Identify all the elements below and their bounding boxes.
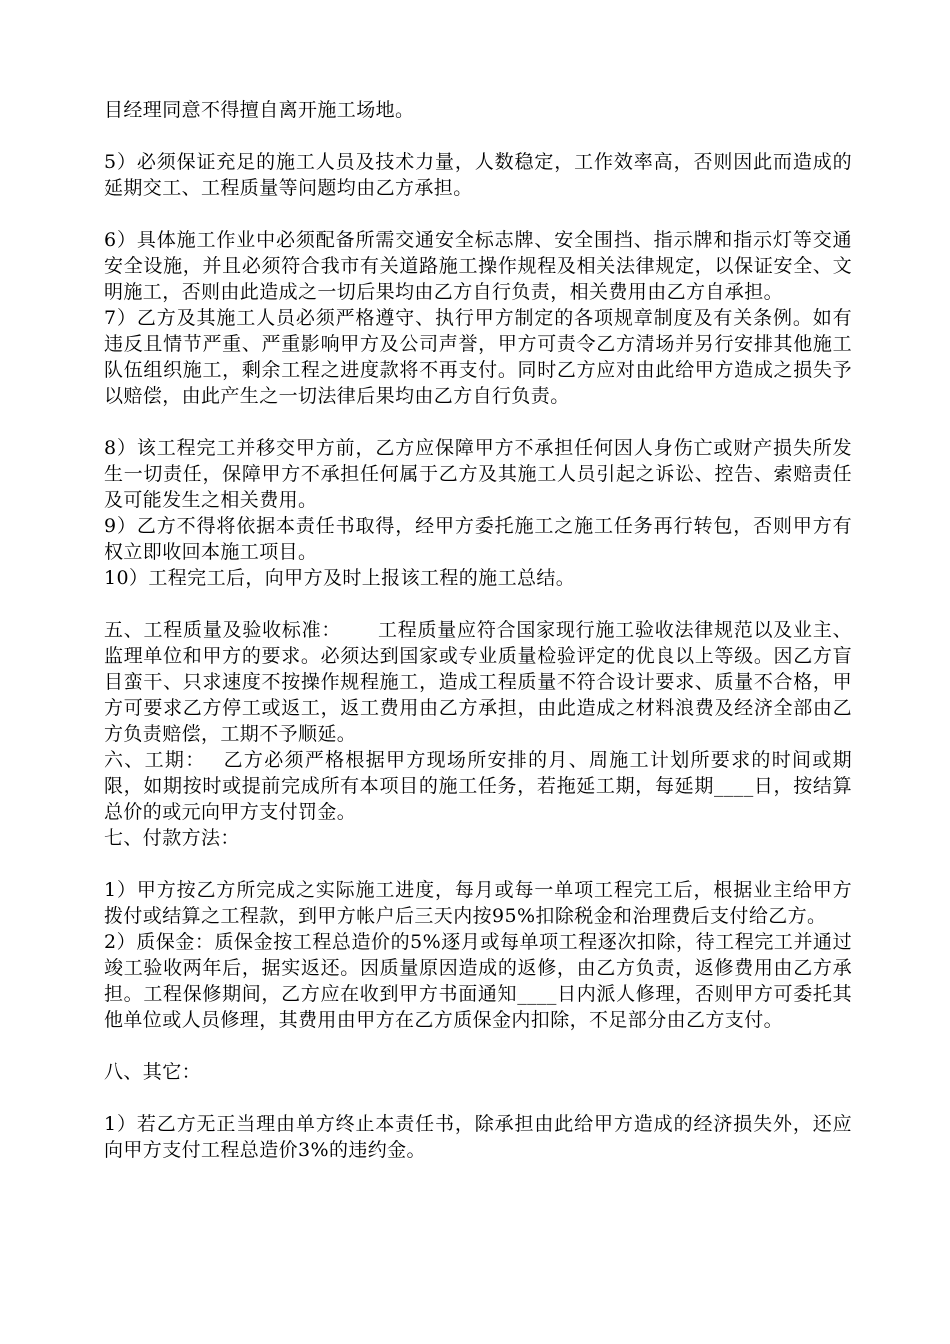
other-item-1: 1）若乙方无正当理由单方终止本责任书，除承担由此给甲方造成的经济损失外，还应向甲方支付工程总造价3%的违约金。	[104, 1113, 852, 1161]
payment-item-1: 1）甲方按乙方所完成之实际施工进度，每月或每一单项工程完工后，根据业主给甲方拨付或结算之工程款，到甲方帐户后三天内按95%扣除税金和治理费后支付给乙方。	[104, 879, 852, 927]
document-body	[104, 97, 852, 1163]
section-quality-standard: 五、工程质量及验收标准： 工程质量应符合国家现行施工验收法律规范以及业主、监理单位和甲方的要求。必须达到国家或专业质量检验评定的优良以上等级。因乙方盲目蛮干、只求速度不按操作规程施工，造成工程质量不符合设计要求、质量不合格，甲方可要求乙方停工或返工，返工费用由乙方承担，由此造成之材料浪费及经济全部由乙方负责赔偿，工期不予顺延。	[104, 619, 852, 745]
paragraph-item-8: 8）该工程完工并移交甲方前，乙方应保障甲方不承担任何因人身伤亡或财产损失所发生一切责任，保障甲方不承担任何属于乙方及其施工人员引起之诉讼、控告、索赔责任及可能发生之相关费用。	[104, 437, 852, 511]
section-payment-heading: 七、付款方法：	[104, 827, 240, 849]
paragraph-item-10: 10）工程完工后，向甲方及时上报该工程的施工总结。	[104, 567, 576, 589]
paragraph-continuation: 目经理同意不得擅自离开施工场地。	[104, 99, 415, 121]
section-other-heading: 八、其它：	[104, 1061, 202, 1083]
section-schedule: 六、工期： 乙方必须严格根据甲方现场所安排的月、周施工计划所要求的时间或期限，如期按时或提前完成所有本项目的施工任务，若拖延工期，每延期____日，按结算总价的或元向甲方支付罚金。	[104, 749, 852, 823]
payment-item-2: 2）质保金：质保金按工程总造价的5%逐月或每单项工程逐次扣除，待工程完工并通过竣工验收两年后，据实返还。因质量原因造成的返修，由乙方负责，返修费用由乙方承担。工程保修期间，乙方应在收到甲方书面通知____日内派人修理，否则甲方可委托其他单位或人员修理，其费用由甲方在乙方质保金内扣除，不足部分由乙方支付。	[104, 931, 852, 1031]
paragraph-item-9: 9）乙方不得将依据本责任书取得，经甲方委托施工之施工任务再行转包，否则甲方有权立即收回本施工项目。	[104, 515, 852, 563]
paragraph-item-7: 7）乙方及其施工人员必须严格遵守、执行甲方制定的各项规章制度及有关条例。如有违反且情节严重、严重影响甲方及公司声誉，甲方可责令乙方清场并另行安排其他施工队伍组织施工，剩余工程之进度款将不再支付。同时乙方应对由此给甲方造成之损失予以赔偿，由此产生之一切法律后果均由乙方自行负责。	[104, 307, 852, 407]
paragraph-item-5: 5）必须保证充足的施工人员及技术力量，人数稳定，工作效率高，否则因此而造成的延期交工、工程质量等问题均由乙方承担。	[104, 151, 852, 199]
paragraph-item-6: 6）具体施工作业中必须配备所需交通安全标志牌、安全围挡、指示牌和指示灯等交通安全设施，并且必须符合我市有关道路施工操作规程及相关法律规定，以保证安全、文明施工，否则由此造成之一切后果均由乙方自行负责，相关费用由乙方自承担。	[104, 229, 852, 303]
